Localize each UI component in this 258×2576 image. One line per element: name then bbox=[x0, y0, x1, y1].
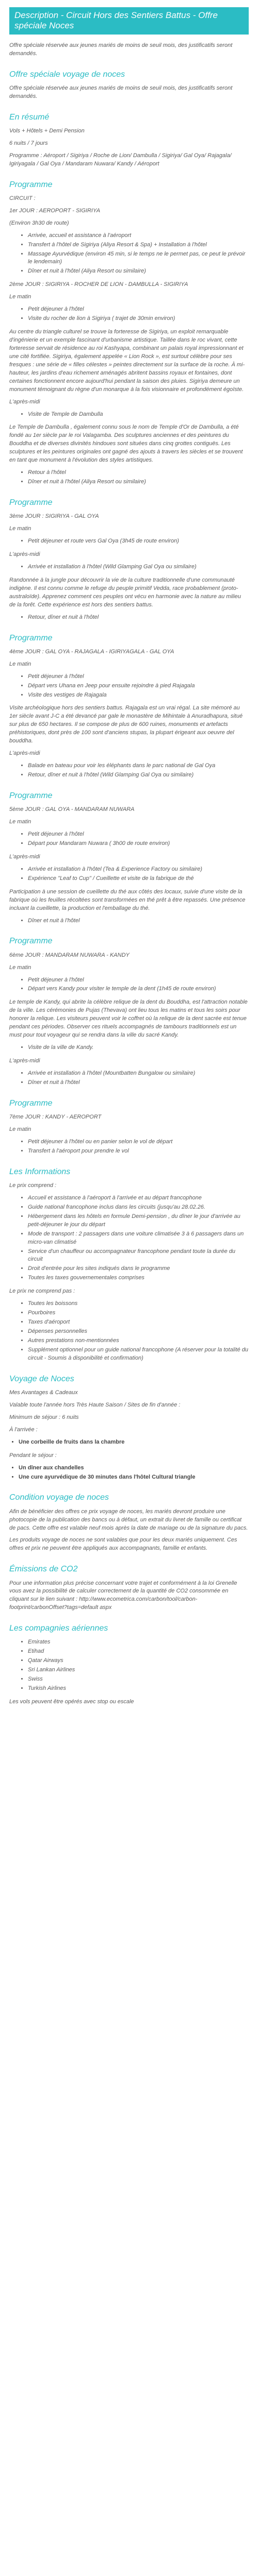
afternoon-label: L'après-midi bbox=[9, 750, 40, 757]
list-item: • Départ vers Kandy pour visiter le temple de la dent (1h45 de route environ) bbox=[28, 985, 249, 993]
price-excludes-list bbox=[9, 1300, 249, 1363]
list-item: • Toutes les boissons bbox=[28, 1300, 249, 1308]
list-item: • Dîner et nuit à l'hôtel (Aliya Resort ou similaire) bbox=[28, 267, 249, 276]
price-excludes-label: Le prix ne comprend pas : bbox=[9, 1288, 75, 1295]
offer-text: Offre spéciale réservée aux jeunes mariés de moins de seuil mois, des justificatifs seront demandés. bbox=[9, 84, 233, 99]
arrival-gifts-list bbox=[9, 1438, 249, 1447]
description-paragraph: Le temple de Kandy, qui abrite la célèbre relique de la dent du Bouddha, est l'attraction notable de la ville. Les cérémonies de Pujas (Thevava) ont lieu tous les matins et tous les soirs pour honorer la relique. Les visiteurs peuvent voir le coffret où la relique de la dent sacrée est tenue pendant ces périodes. Observer ces rituels accompagnés de tambours traditionnels est un must pour tout voyageur qui se rendra dans la ville du sacré Kandy. bbox=[9, 999, 248, 1039]
noces-heading: Voyage de Noces bbox=[9, 1374, 74, 1383]
duration-note: (Environ 3h30 de route) bbox=[9, 219, 69, 226]
programme-heading: Programme bbox=[9, 498, 53, 507]
summary-heading: En résumé bbox=[9, 112, 50, 122]
list-item: • Dîner et nuit à l'hôtel bbox=[28, 1079, 249, 1087]
day-title: 4ème JOUR : GAL OYA - RAJAGALA - IGIRIYAGALA - GAL OYA bbox=[9, 648, 174, 655]
afternoon-label: L'après-midi bbox=[9, 398, 40, 405]
afternoon-label: L'après-midi bbox=[9, 551, 40, 558]
list-item: • Service d'un chauffeur ou accompagnateur francophone pendant toute la durée du circuit bbox=[28, 1248, 249, 1264]
day5-list-2 bbox=[9, 866, 249, 883]
list-item: • Pourboires bbox=[28, 1309, 249, 1317]
day1-list bbox=[9, 232, 249, 276]
list-item: • Hébergement dans les hôtels en formule Demi-pension , du dîner le jour d'arrivée au petit-déjeuner le jour du départ bbox=[28, 1213, 249, 1229]
list-item: • Visite des vestiges de Rajagala bbox=[28, 691, 249, 700]
co2-text: Pour une information plus précise concernant votre trajet et conformément à la loi Grenelle vous avez la possibilité de calculer correctement de la quantité de CO2 consommée en cliquant sur le lien suivant : http://www.ecometrica.com/carbon/tool/carbon-footprint/carbonOffset?tags=default aspx bbox=[9, 1580, 237, 1611]
list-item: • Visite du rocher de lion à Sigiriya ( trajet de 30min environ) bbox=[28, 315, 249, 323]
day2-list-2 bbox=[9, 411, 249, 419]
list-item: • Turkish Airlines bbox=[28, 1685, 249, 1693]
info-heading: Les Informations bbox=[9, 1167, 71, 1176]
during-stay-label: Pendant le séjour : bbox=[9, 1452, 57, 1459]
day-title: 1er JOUR : AEROPORT - SIGIRIYA bbox=[9, 207, 101, 214]
day-title: 2ème JOUR : SIGIRIYA - ROCHER DE LION - DAMBULLA - SIGIRIYA bbox=[9, 281, 188, 288]
airlines-heading: Les compagnies aériennes bbox=[9, 1624, 108, 1633]
programme-heading: Programme bbox=[9, 180, 53, 189]
day4-list bbox=[9, 673, 249, 700]
list-item: • Qatar Airways bbox=[28, 1657, 249, 1665]
day5-list-3 bbox=[9, 917, 249, 925]
list-item: • Dîner et nuit à l'hôtel bbox=[28, 917, 249, 925]
title-banner bbox=[9, 7, 249, 35]
list-item: • Arrivée, accueil et assistance à l'aéroport bbox=[28, 232, 249, 240]
morning-label: Le matin bbox=[9, 526, 31, 532]
description-paragraph: Participation à une session de cueillette du thé aux côtés des locaux, suivie d'une visite de la fabrique où les feuilles récoltées sont transformées en thé prêt à être repassés. Une présence incluant la cueillette, la production et l'emballage du thé. bbox=[9, 888, 246, 911]
airlines-note: Les vols peuvent être opérés avec stop ou escale bbox=[9, 1699, 134, 1705]
list-item: • Dépenses personnelles bbox=[28, 1328, 249, 1336]
list-item: • Massage Ayurvédique (environ 45 min, si le temps ne le permet pas, ce peut le prévoir le lendemain) bbox=[28, 250, 249, 267]
offer-heading: Offre spéciale voyage de noces bbox=[9, 70, 125, 79]
list-item: • Petit déjeuner à l'hôtel bbox=[28, 831, 249, 839]
condition-paragraph: Afin de bénéficier des offres ce prix voyage de noces, les mariés devront produire une photocopie de la publication des bancs ou à défaut, un extrait du livret de famille ou certificat de pacs. Cette offre est valable neuf mois après la date de mariage ou de la signature du pacs. bbox=[9, 1508, 248, 1531]
condition-heading: Condition voyage de noces bbox=[9, 1493, 109, 1502]
list-item: • Retour à l'hôtel bbox=[28, 469, 249, 477]
day6-list-3 bbox=[9, 1070, 249, 1087]
stay-gifts-list bbox=[9, 1464, 249, 1482]
list-item: • Retour, dîner et nuit à l'hôtel bbox=[28, 614, 249, 622]
co2-heading: Émissions de CO2 bbox=[9, 1565, 78, 1574]
list-item: • Petit déjeuner à l'hôtel bbox=[28, 673, 249, 681]
morning-label: Le matin bbox=[9, 294, 31, 300]
list-item: • Retour, dîner et nuit à l'hôtel (Wild Glamping Gal Oya ou similaire) bbox=[28, 771, 249, 779]
page-title: Description - Circuit Hors des Sentiers Battus - Offre spéciale Noces bbox=[14, 10, 218, 31]
description-paragraph: Randonnée à la jungle pour découvrir la vie de la culture traditionnelle d'une communauté indigène. Il est connu comme le refuge du peuple primitif Vedda, race probablement (proto-australoïde). Apprenez comment ces peuples ont vécu en harmonie avec la nature au milieu de la forêt. Cette expérience est hors des sentiers battus. bbox=[9, 577, 241, 608]
list-item: • Emirates bbox=[28, 1638, 249, 1647]
afternoon-label: L'après-midi bbox=[9, 1058, 40, 1064]
day6-list bbox=[9, 976, 249, 994]
list-item: • Arrivée et installation à l'hôtel (Wild Glamping Gal Oya ou similaire) bbox=[28, 563, 249, 571]
list-item: • Toutes les taxes gouvernementales comprises bbox=[28, 1274, 249, 1282]
condition-paragraph: Les produits voyage de noces ne sont valables que pour les deux mariés uniquement. Ces offres et prix ne peuvent être appliqués aux accompagnants, famille et enfants. bbox=[9, 1537, 237, 1552]
circuit-label: CIRCUIT : bbox=[9, 195, 36, 201]
price-includes-label: Le prix comprend : bbox=[9, 1182, 57, 1189]
noces-line: Minimum de séjour : 6 nuits bbox=[9, 1414, 79, 1420]
noces-line: Valable toute l'année hors Très Haute Saison / Sites de fin d'année : bbox=[9, 1401, 181, 1408]
morning-label: Le matin bbox=[9, 964, 31, 971]
list-item: • Une corbeille de fruits dans la chambre bbox=[19, 1438, 249, 1447]
list-item: • Petit déjeuner à l'hôtel bbox=[28, 976, 249, 985]
list-item: • Petit déjeuner et route vers Gal Oya (3h45 de route environ) bbox=[28, 537, 249, 546]
programme-heading: Programme bbox=[9, 1098, 53, 1108]
day7-list bbox=[9, 1138, 249, 1156]
day-title: 3ème JOUR : SIGIRIYA - GAL OYA bbox=[9, 513, 99, 520]
programme-heading: Programme bbox=[9, 791, 53, 800]
list-item: • Transfert à l'hôtel de Sigiriya (Aliya Resort & Spa) + Installation à l'hôtel bbox=[28, 241, 249, 249]
day3-list-2 bbox=[9, 563, 249, 571]
list-item: • Etihad bbox=[28, 1648, 249, 1656]
list-item: • Dîner et nuit à l'hôtel (Aliya Resort ou similaire) bbox=[28, 478, 249, 486]
day4-list-2 bbox=[9, 762, 249, 779]
list-item: • Petit déjeuner à l'hôtel ou en panier selon le vol de départ bbox=[28, 1138, 249, 1146]
summary-line: 6 nuits / 7 jours bbox=[9, 140, 48, 146]
noces-line: À l'arrivée : bbox=[9, 1426, 38, 1433]
list-item: • Droit d'entrée pour les sites indiqués dans le programme bbox=[28, 1265, 249, 1273]
morning-label: Le matin bbox=[9, 660, 31, 667]
day3-list bbox=[9, 537, 249, 546]
list-item: • Balade en bateau pour voir les éléphants dans le parc national de Gal Oya bbox=[28, 762, 249, 770]
price-includes-list bbox=[9, 1194, 249, 1282]
list-item: • Sri Lankan Airlines bbox=[28, 1666, 249, 1674]
list-item: • Expérience "Leaf to Cup" / Cueillette et visite de la fabrique de thé bbox=[28, 875, 249, 883]
programme-heading: Programme bbox=[9, 937, 53, 946]
day2-list bbox=[9, 306, 249, 323]
list-item: • Arrivée et installation à l'hôtel (Tea & Experience Factory ou similaire) bbox=[28, 866, 249, 874]
morning-label: Le matin bbox=[9, 1126, 31, 1132]
day2-list-3 bbox=[9, 469, 249, 486]
day-title: 6ème JOUR : MANDARAM NUWARA - KANDY bbox=[9, 952, 130, 958]
description-paragraph: Visite archéologique hors des sentiers battus. Rajagala est un vrai régal. La site mémoré au 1er siècle avant J-C a été devancé par gale le monastère de Mihintale à Anuradhapura, situé sur plus de 650 hectares. Il se compose de plus de 600 ruines, monuments et artefacts préhistoriques, dont près de 100 sont d'anciens stupas, la plupart érigeant aux oeuvre del bouddha. bbox=[9, 705, 243, 744]
summary-line: Programme : Aéroport / Sigiriya / Roche de Lion/ Dambulla / Sigiriya/ Gal Oya/ Rajagala/ Igiriyagala / Gal Oya / Mandaram Nuwara/ Kandy / Aéroport bbox=[9, 152, 232, 167]
list-item: • Arrivée et installation à l'hôtel (Mountbatten Bungalow ou similaire) bbox=[28, 1070, 249, 1078]
list-item: • Un dîner aux chandelles bbox=[19, 1464, 249, 1472]
list-item: • Une cure ayurvédique de 30 minutes dans l'hôtel Cultural triangle bbox=[19, 1473, 249, 1482]
day5-list bbox=[9, 831, 249, 848]
day-title: 5ème JOUR : GAL OYA - MANDARAM NUWARA bbox=[9, 806, 135, 813]
list-item: • Autres prestations non-mentionnées bbox=[28, 1337, 249, 1345]
day6-list-2 bbox=[9, 1044, 249, 1052]
programme-heading: Programme bbox=[9, 633, 53, 642]
day-title: 7ème JOUR : KANDY - AEROPORT bbox=[9, 1114, 102, 1121]
list-item: • Swiss bbox=[28, 1675, 249, 1684]
list-item: • Visite de la ville de Kandy. bbox=[28, 1044, 249, 1052]
list-item: • Transfert à l'aéroport pour prendre le vol bbox=[28, 1147, 249, 1156]
list-item: • Supplément optionnel pour un guide national francophone (A réserver pour la totalité du circuit - Soumis à disponibilité et confirmation) bbox=[28, 1346, 249, 1363]
list-item: • Départ vers Uhana en Jeep pour ensuite rejoindre à pied Rajagala bbox=[28, 682, 249, 690]
list-item: • Départ pour Mandaram Nuwara ( 3h00 de route environ) bbox=[28, 840, 249, 848]
description-paragraph: Le Temple de Dambulla , également connu sous le nom de Temple d'Or de Dambulla, a été fondé au 1er siècle par le roi Valagamba. Des sculptures anciennes et des peintures du Bouddha et de diverses divinités hindoues sont situées dans cinq grottes contiguës. Les sculptures et les peintures originales ont gagné des ajouts à travers les siècles et se trouvent en tant que monument à l'évolution des styles artistiques. bbox=[9, 424, 243, 464]
summary-line: Vols + Hôtels + Demi Pension bbox=[9, 127, 85, 134]
airlines-list bbox=[9, 1638, 249, 1693]
description-paragraph: Au centre du triangle culturel se trouve la forteresse de Sigiriya, un exploit remarquable d'ingénierie et un exemple fascinant d'urbanisme artistique. Taillée dans le roc vivant, cette forteresse servait de résidence au roi Kashyapa, combinant un palais royal impressionnant et une cité fortifiée. Sigiriya, également appelée « Lion Rock », est surtout célèbre pour ses fresques : une série de « filles célestes » peintes directement sur la surface de la roche. À mi-hauteur, les jardins d'eau richement aménagés abritent bassins royaux et fontaines, dont certaines fonctionnent encore aujourd'hui pendant la saison des pluies. Sigiriya demeure un monument témoignant du règne d'un monarque à la fois visionnaire et profondément égoïste. bbox=[9, 329, 245, 393]
morning-label: Le matin bbox=[9, 819, 31, 825]
list-item: • Taxes d'aéroport bbox=[28, 1318, 249, 1327]
list-item: • Accueil et assistance à l'aéroport à l'arrivée et au départ francophone bbox=[28, 1194, 249, 1202]
day3-list-3 bbox=[9, 614, 249, 622]
list-item: • Guide national francophone inclus dans les circuits (jusqu'au 28.02.26. bbox=[28, 1204, 249, 1212]
list-item: • Visite de Temple de Dambulla bbox=[28, 411, 249, 419]
list-item: • Mode de transport : 2 passagers dans une voiture climatisée 3 à 6 passagers dans un micro-van climatisé bbox=[28, 1230, 249, 1247]
intro-text: Offre spéciale réservée aux jeunes mariés de moins de seuil mois, des justificatifs seront demandés. bbox=[9, 42, 233, 57]
list-item: • Petit déjeuner à l'hôtel bbox=[28, 306, 249, 314]
afternoon-label: L'après-midi bbox=[9, 853, 40, 860]
noces-line: Mes Avantages & Cadeaux bbox=[9, 1389, 78, 1396]
